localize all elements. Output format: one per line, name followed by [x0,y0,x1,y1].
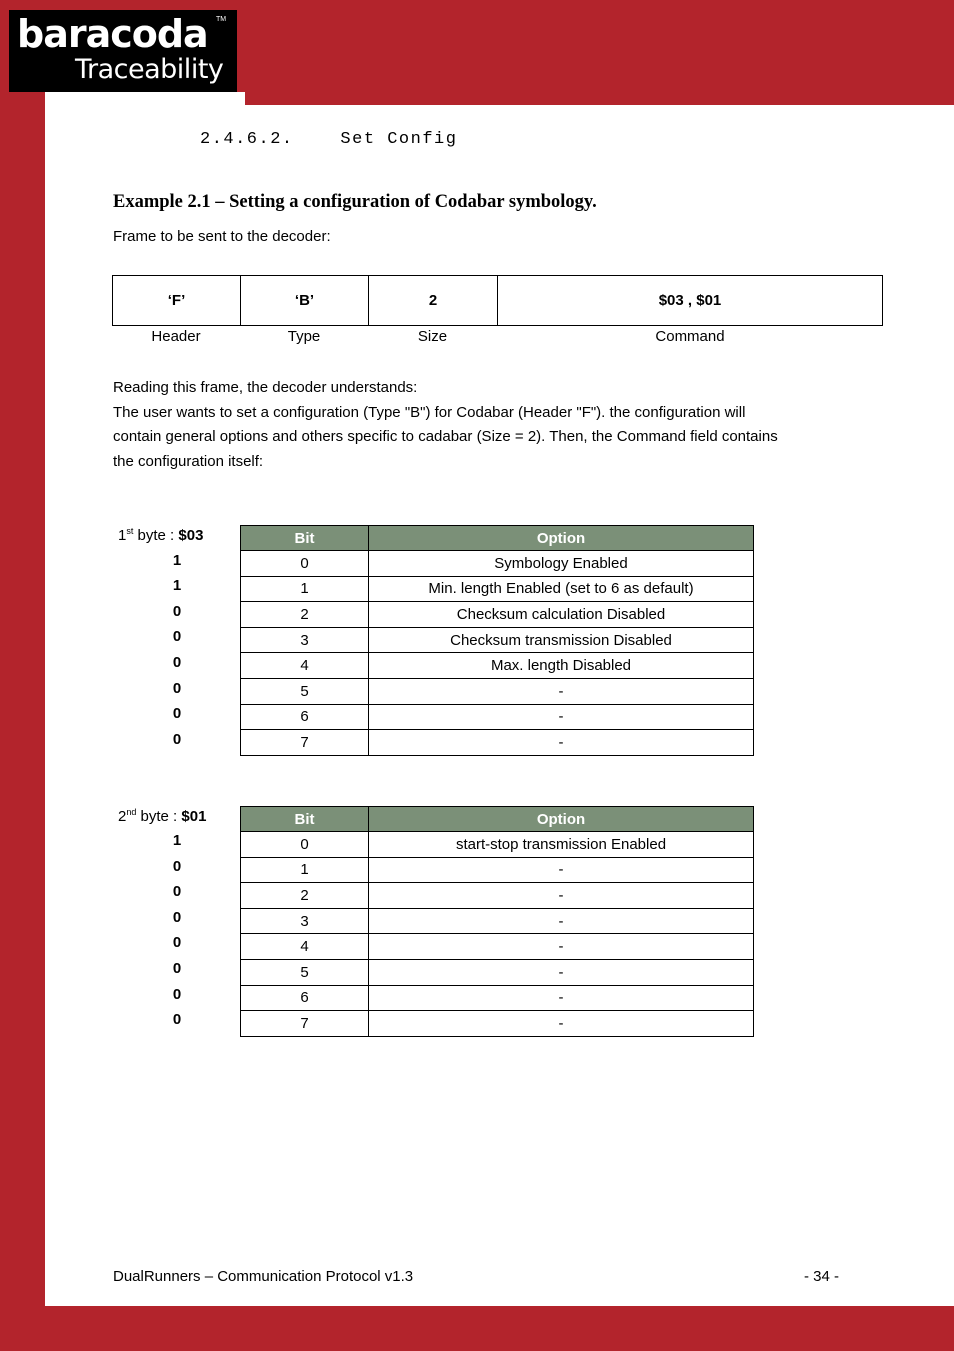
byte1-label-value: $03 [178,527,204,544]
bit-value: 0 [172,1011,182,1028]
bit-number: 3 [241,908,369,934]
table-row [241,602,754,628]
byte1-table [240,525,754,756]
header-bit: Bit [241,807,369,832]
bit-value: 0 [172,858,182,875]
bit-option: - [369,704,754,730]
table-row [241,1011,754,1037]
paragraph-line: contain general options and others specific to cadabar (Size = 2). Then, the Command field contains [113,428,778,445]
bit-value: 0 [172,909,182,926]
bit-value: 0 [172,628,182,645]
table-row [241,730,754,756]
bit-option: Max. length Disabled [369,653,754,679]
bit-value: 0 [172,705,182,722]
explanation-paragraph [113,376,778,474]
bit-option: - [369,1011,754,1037]
bit-value: 0 [172,731,182,748]
frame-label-size: Size [417,328,448,345]
frame-label-type: Type [287,328,321,345]
bit-option: - [369,678,754,704]
table-row [241,832,754,858]
bit-number: 4 [241,934,369,960]
frame-cell-command: $03 , $01 [498,276,883,326]
byte2-label-num: 2 [118,808,127,825]
table-header-row [241,807,754,832]
logo-trademark: TM [216,16,227,23]
table-row [241,627,754,653]
header-strip [45,92,245,105]
bit-value: 0 [172,934,182,951]
bit-number: 5 [241,959,369,985]
table-header-row [241,526,754,551]
byte1-label-num: 1 [118,527,127,544]
bit-option: Checksum transmission Disabled [369,627,754,653]
table-row [241,985,754,1011]
bit-value: 0 [172,986,182,1003]
table-row [241,704,754,730]
table-row [241,934,754,960]
bit-option: Symbology Enabled [369,551,754,577]
bit-option: - [369,857,754,883]
table-row [241,678,754,704]
bit-number: 0 [241,832,369,858]
bit-option: Min. length Enabled (set to 6 as default) [369,576,754,602]
table-row [241,653,754,679]
table-row [241,908,754,934]
bit-number: 6 [241,704,369,730]
table-row [241,576,754,602]
bit-number: 7 [241,730,369,756]
bit-option: - [369,883,754,909]
header-option: Option [369,807,754,832]
bit-number: 3 [241,627,369,653]
bit-value: 1 [172,832,182,849]
bit-option: - [369,959,754,985]
bit-option: - [369,730,754,756]
bit-option: start-stop transmission Enabled [369,832,754,858]
logo-subtitle: Traceability [75,54,224,85]
table-row [241,883,754,909]
bit-value: 1 [172,577,182,594]
example-title: Example 2.1 – Setting a configuration of Codabar symbology. [113,192,597,212]
bit-number: 7 [241,1011,369,1037]
table-row [241,857,754,883]
bit-option: - [369,985,754,1011]
bit-number: 5 [241,678,369,704]
bit-value: 0 [172,603,182,620]
frame-cell-type: ‘B’ [241,276,369,326]
frame-label-command: Command [655,328,725,345]
byte1-label-sup: st [126,526,134,536]
bit-number: 2 [241,883,369,909]
byte2-label-mid: byte : [136,808,182,825]
bit-option: - [369,908,754,934]
bit-number: 2 [241,602,369,628]
footer-page-number: - 34 - [804,1268,840,1285]
byte2-label [118,807,206,825]
bit-value: 0 [172,654,182,671]
byte2-table [240,806,754,1037]
byte1-label-mid: byte : [133,527,179,544]
frame-label-header: Header [151,328,201,345]
footer-document-title: DualRunners – Communication Protocol v1.3 [113,1268,414,1285]
table-row [241,959,754,985]
bit-number: 4 [241,653,369,679]
bit-option: - [369,934,754,960]
byte2-label-value: $01 [181,808,207,825]
frame-cell-header: ‘F’ [113,276,241,326]
bit-number: 6 [241,985,369,1011]
bit-value: 0 [172,883,182,900]
paragraph-line: Reading this frame, the decoder understands: [113,379,418,396]
paragraph-line: the configuration itself: [113,452,264,470]
byte1-label [118,526,203,544]
bit-option: Checksum calculation Disabled [369,602,754,628]
frame-table [112,275,883,326]
header-option: Option [369,526,754,551]
baracoda-logo [9,10,237,92]
bit-number: 1 [241,576,369,602]
bit-value: 0 [172,680,182,697]
byte2-label-sup: nd [126,807,137,817]
section-heading: 2.4.6.2. Set Config [200,130,458,149]
logo-brand: baracoda [17,12,208,56]
bit-value: 1 [172,552,182,569]
bit-number: 1 [241,857,369,883]
intro-text: Frame to be sent to the decoder: [113,228,331,245]
table-row [241,551,754,577]
header-bit: Bit [241,526,369,551]
bit-number: 0 [241,551,369,577]
paragraph-line: The user wants to set a configuration (Type "B") for Codabar (Header "F"). the configuration will [113,403,746,421]
frame-row [113,276,883,326]
bit-value: 0 [172,960,182,977]
frame-cell-size: 2 [369,276,498,326]
